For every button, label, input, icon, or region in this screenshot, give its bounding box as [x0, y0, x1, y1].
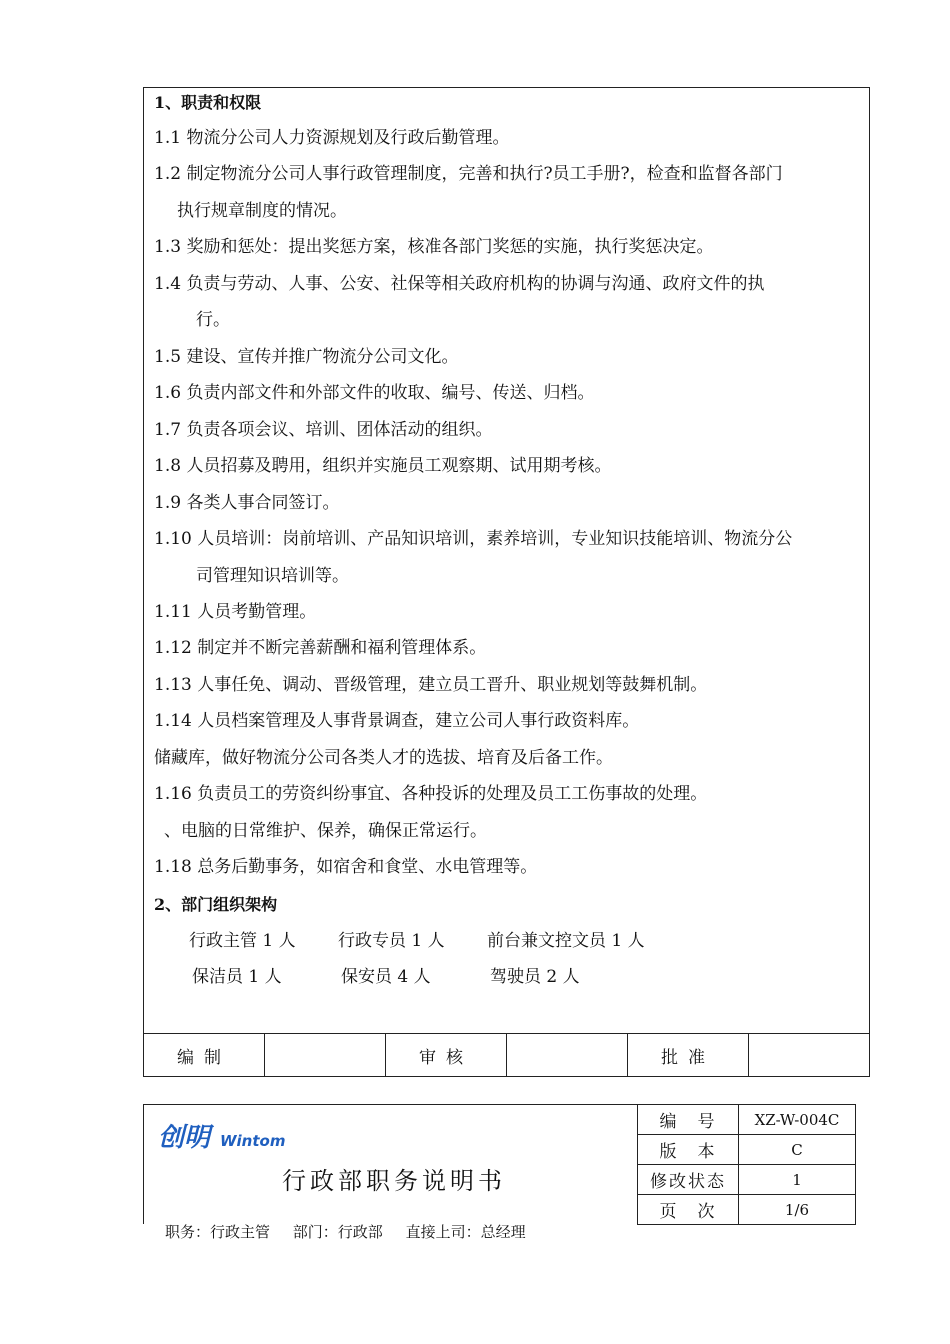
supervisor-field: 直接上司：总经理	[405, 1223, 526, 1241]
info-value: C	[739, 1135, 856, 1165]
duty-line: 1.5 建设、宣传并推广物流分公司文化。	[154, 347, 459, 367]
duty-line: 执行规章制度的情况。	[177, 201, 347, 221]
duty-line: 1.8 人员招募及聘用，组织并实施员工观察期、试用期考核。	[154, 456, 612, 476]
duty-line: 1.7 负责各项会议、培训、团体活动的组织。	[154, 420, 493, 440]
section-heading-duties: 1、职责和权限	[154, 93, 262, 112]
content-area	[144, 88, 869, 1033]
logo-cn-text: 创明	[158, 1123, 211, 1153]
duty-line: 1.2 制定物流分公司人事行政管理制度，完善和执行?员工手册?，检查和监督各部门	[154, 164, 783, 184]
approved-by-field[interactable]	[749, 1034, 869, 1076]
position-field: 职务：行政主管	[165, 1223, 271, 1241]
approved-by-label: 批准	[628, 1034, 749, 1076]
job-description-body	[143, 87, 870, 1077]
info-label: 编 号	[638, 1105, 739, 1135]
info-label: 修改状态	[638, 1165, 739, 1195]
wintom-logo	[156, 1119, 306, 1153]
duty-line: 1.13 人事任免、调动、晋级管理，建立员工晋升、职业规划等鼓舞机制。	[154, 675, 708, 695]
duty-line: 1.3 奖励和惩处：提出奖惩方案，核准各部门奖惩的实施，执行奖惩决定。	[154, 237, 714, 257]
info-value: 1/6	[739, 1195, 856, 1225]
org-item: 驾驶员 2 人	[490, 967, 580, 987]
document-header	[143, 1104, 637, 1224]
org-item: 行政专员 1 人	[338, 931, 445, 951]
duty-line: 1.6 负责内部文件和外部文件的收取、编号、传送、归档。	[154, 383, 595, 403]
duty-line: 1.9 各类人事合同签订。	[154, 493, 340, 513]
document-title: 行政部职务说明书	[282, 1167, 506, 1195]
info-row	[638, 1165, 856, 1195]
info-row	[638, 1195, 856, 1225]
logo-en-text: Wintom	[220, 1132, 286, 1150]
info-label: 版 本	[638, 1135, 739, 1165]
reviewed-by-field[interactable]	[507, 1034, 628, 1076]
document-info-table	[637, 1104, 856, 1225]
duty-line: 1.12 制定并不断完善薪酬和福利管理体系。	[154, 638, 487, 658]
signature-row	[144, 1033, 869, 1076]
duty-line: 1.18 总务后勤事务，如宿舍和食堂、水电管理等。	[154, 857, 538, 877]
org-item: 保洁员 1 人	[192, 967, 282, 987]
prepared-by-field[interactable]	[265, 1034, 386, 1076]
section-heading-org: 2、部门组织架构	[154, 895, 278, 914]
info-row	[638, 1105, 856, 1135]
info-row	[638, 1135, 856, 1165]
info-label: 页 次	[638, 1195, 739, 1225]
duty-line: 司管理知识培训等。	[196, 566, 349, 586]
org-item: 保安员 4 人	[341, 967, 431, 987]
duty-line: 行。	[196, 310, 230, 330]
duty-line: 1.10 人员培训：岗前培训、产品知识培训，素养培训，专业知识技能培训、物流分公	[154, 529, 793, 549]
duty-line: 1.4 负责与劳动、人事、公安、社保等相关政府机构的协调与沟通、政府文件的执	[154, 274, 765, 294]
duty-line: 储藏库，做好物流分公司各类人才的选拔、培育及后备工作。	[154, 748, 613, 768]
duty-line: 1.16 负责员工的劳资纠纷事宜、各种投诉的处理及员工工伤事故的处理。	[154, 784, 708, 804]
duty-line: 1.11 人员考勤管理。	[154, 602, 317, 622]
org-item: 行政主管 1 人	[189, 931, 296, 951]
position-info-line	[165, 1221, 544, 1242]
info-value: 1	[739, 1165, 856, 1195]
duty-line: 1.14 人员档案管理及人事背景调查，建立公司人事行政资料库。	[154, 711, 640, 731]
info-value: XZ-W-004C	[739, 1105, 856, 1135]
reviewed-by-label: 审核	[386, 1034, 507, 1076]
prepared-by-label: 编制	[144, 1034, 265, 1076]
org-item: 前台兼文控文员 1 人	[487, 931, 645, 951]
duty-line: 、电脑的日常维护、保养，确保正常运行。	[164, 821, 487, 841]
department-field: 部门：行政部	[292, 1223, 383, 1241]
duty-line: 1.1 物流分公司人力资源规划及行政后勤管理。	[154, 128, 510, 148]
